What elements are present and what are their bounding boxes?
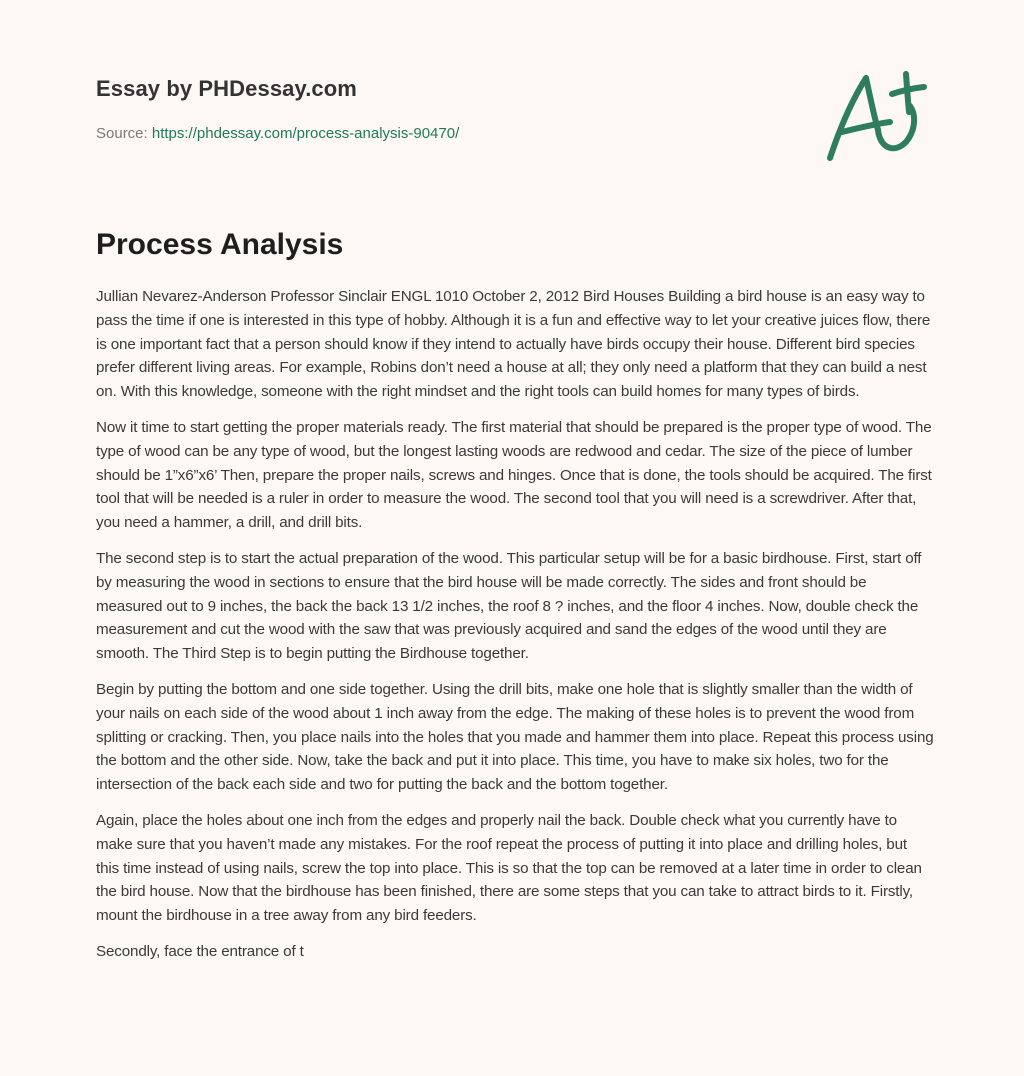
paragraph: The second step is to start the actual preparation of the wood. This particular setup will be for a basic birdhouse. First, start off by measuring the wood in sections to ensure that the bird house will be made correctly. The sides and front should be measured out to 9 inches, the back the back 13 1/2 inches, the roof 8 ? inches, and the floor 4 inches. Now, double check the measurement and cut the wood with the saw that was previously acquired and sand the edges of the wood until they are smooth. The Third Step is to begin putting the Birdhouse together. <box>96 549 922 663</box>
source-link[interactable]: https://phdessay.com/process-analysis-90470/ <box>151 125 460 142</box>
page-title: Process Analysis <box>96 228 344 261</box>
paragraph-truncated: Secondly, face the entrance of t <box>96 942 304 960</box>
a-plus-grade-icon <box>818 66 930 170</box>
source-line <box>96 124 816 144</box>
site-title: Essay by PHDessay.com <box>96 76 357 101</box>
paragraph: Now it time to start getting the proper materials ready. The first material that should be prepared is the proper type of wood. The type of wood can be any type of wood, but the longest lasting woods are redwood and cedar. The size of the piece of lumber should be 1”x6”x6’ Then, prepare the proper nails, screws and hinges. Once that is done, the tools should be acquired. The first tool that will be needed is a ruler in order to measure the wood. The second tool that you will need is a screwdriver. After that, you need a hammer, a drill, and drill bits. <box>96 418 932 532</box>
paragraph: Again, place the holes about one inch from the edges and properly nail the back. Double check what you currently have to make sure that you haven’t made any mistakes. For the roof repeat the process of putting it into place and drilling holes, but this time instead of using nails, screw the top into place. This is so that the top can be removed at a later time in order to clean the bird house. Now that the birdhouse has been finished, there are some steps that you can take to attract birds to it. Firstly, mount the birdhouse in a tree away from any bird feeders. <box>96 811 922 925</box>
source-label: Source: <box>96 125 152 142</box>
essay-body <box>96 285 934 976</box>
site-header <box>96 74 816 144</box>
paragraph: Begin by putting the bottom and one side together. Using the drill bits, make one hole that is slightly smaller than the width of your nails on each side of the wood about 1 inch away from the edge. The making of these holes is to prevent the wood from splitting or cracking. Then, you place nails into the holes that you made and hammer them into place. Repeat this process using the bottom and the other side. Now, take the back and put it into place. This time, you have to make six holes, two for the intersection of the back each side and two for putting the back and the bottom together. <box>96 680 934 794</box>
paragraph: Jullian Nevarez-Anderson Professor Sinclair ENGL 1010 October 2, 2012 Bird Houses Building a bird house is an easy way to pass the time if one is interested in this type of hobby. Although it is a fun and effective way to let your creative juices flow, there is one important fact that a person should know if they intend to actually have birds occupy their house. Different bird species prefer different living areas. For example, Robins don’t need a house at all; they only need a platform that they can build a nest on. With this knowledge, someone with the right mindset and the right tools can build homes for many types of birds. <box>96 288 931 401</box>
